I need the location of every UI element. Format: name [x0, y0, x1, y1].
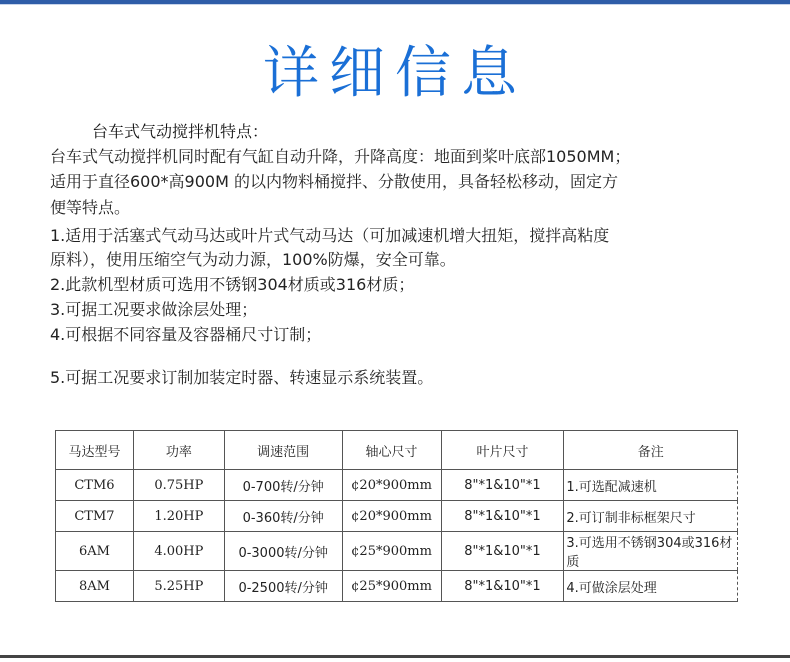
- cell-remark: 2.可订制非标框架尺寸: [564, 501, 738, 532]
- header-power: 功率: [133, 431, 224, 470]
- cell-power: 1.20HP: [133, 501, 224, 532]
- cell-remark: 1.可选配减速机: [564, 470, 738, 501]
- cell-power: 0.75HP: [133, 470, 224, 501]
- description-line: 适用于直径600*高900M 的以内物料桶搅拌、分散使用，具备轻松移动，固定方: [50, 172, 618, 191]
- cell-speed: 0-2500转/分钟: [224, 571, 342, 602]
- cell-blade: 8"*1&10"*1: [441, 571, 564, 602]
- bottom-rule: [0, 655, 790, 658]
- cell-model: CTM6: [56, 470, 134, 501]
- table-row: [56, 501, 738, 532]
- table-header-row: [56, 431, 738, 470]
- cell-blade: 8"*1&10"*1: [441, 532, 564, 571]
- header-remarks: 备注: [564, 431, 738, 470]
- feature-item-1: 1.适用于活塞式气动马达或叶片式气动马达（可加减速机增大扭矩，搅拌高粘度: [50, 226, 610, 245]
- header-shaft-size: 轴心尺寸: [342, 431, 441, 470]
- cell-blade: 8"*1&10"*1: [441, 501, 564, 532]
- header-blade-size: 叶片尺寸: [441, 431, 564, 470]
- cell-power: 5.25HP: [133, 571, 224, 602]
- cell-speed: 0-700转/分钟: [224, 470, 342, 501]
- cell-speed: 0-3000转/分钟: [224, 532, 342, 571]
- header-motor-model: 马达型号: [56, 431, 134, 470]
- cell-model: CTM7: [56, 501, 134, 532]
- header-speed-range: 调速范围: [224, 431, 342, 470]
- feature-item-1-cont: 原料），使用压缩空气为动力源，100%防爆，安全可靠。: [50, 250, 456, 269]
- feature-item-3: 3.可据工况要求做涂层处理；: [50, 300, 258, 319]
- cell-model: 6AM: [56, 532, 134, 571]
- feature-item-2: 2.此款机型材质可选用不锈钢304材质或316材质；: [50, 275, 415, 294]
- table-row: [56, 532, 738, 571]
- cell-shaft: ¢25*900mm: [342, 532, 441, 571]
- cell-blade: 8"*1&10"*1: [441, 470, 564, 501]
- table-row: [56, 470, 738, 501]
- cell-shaft: ¢25*900mm: [342, 571, 441, 602]
- spec-table: [55, 430, 738, 602]
- feature-item-5: 5.可据工况要求订制加装定时器、转速显示系统装置。: [50, 368, 434, 387]
- cell-model: 8AM: [56, 571, 134, 602]
- cell-remark: 4.可做涂层处理: [564, 571, 738, 602]
- section-heading: 台车式气动搅拌机特点：: [92, 122, 269, 141]
- cell-shaft: ¢20*900mm: [342, 470, 441, 501]
- table-row: [56, 571, 738, 602]
- cell-remark: 3.可选用不锈钢304或316材质: [564, 532, 738, 571]
- cell-speed: 0-360转/分钟: [224, 501, 342, 532]
- description-line: 台车式气动搅拌机同时配有气缸自动升降，升降高度：地面到桨叶底部1050MM；: [50, 147, 631, 166]
- cell-power: 4.00HP: [133, 532, 224, 571]
- top-rule-light: [0, 4, 790, 5]
- feature-item-4: 4.可根据不同容量及容器桶尺寸订制；: [50, 325, 322, 344]
- cell-shaft: ¢20*900mm: [342, 501, 441, 532]
- description-line: 便等特点。: [50, 198, 131, 217]
- page-title: 详细信息: [263, 41, 527, 106]
